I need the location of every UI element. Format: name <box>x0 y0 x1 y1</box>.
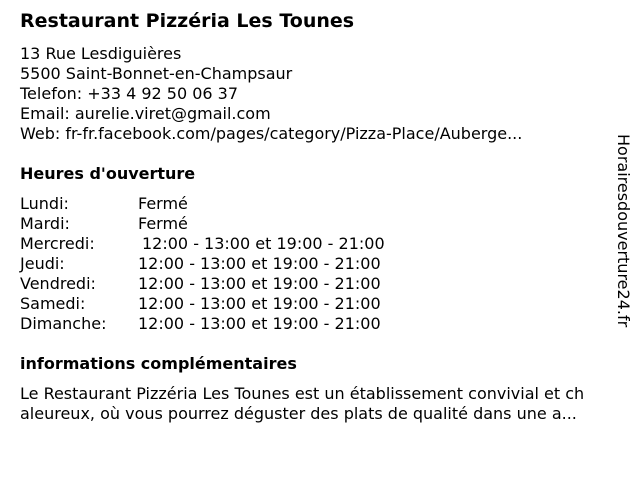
info-text <box>20 384 630 424</box>
info-line-1: Le Restaurant Pizzéria Les Tounes est un établissement convivial et ch <box>20 384 585 403</box>
day-hours: Fermé <box>138 214 188 233</box>
day-label: Dimanche: <box>20 314 107 333</box>
day-label: Mardi: <box>20 214 70 233</box>
day-hours: 12:00 - 13:00 et 19:00 - 21:00 <box>138 314 381 333</box>
contact-block <box>20 44 522 144</box>
day-hours: 12:00 - 13:00 et 19:00 - 21:00 <box>138 274 381 293</box>
site-watermark: Horairesdouverture24.fr <box>614 134 633 328</box>
day-hours: Fermé <box>138 194 188 213</box>
day-hours: 12:00 - 13:00 et 19:00 - 21:00 <box>138 254 381 273</box>
day-label: Vendredi: <box>20 274 96 293</box>
day-label: Samedi: <box>20 294 86 313</box>
day-hours: 12:00 - 13:00 et 19:00 - 21:00 <box>142 234 385 253</box>
restaurant-title: Restaurant Pizzéria Les Tounes <box>20 10 355 32</box>
day-hours: 12:00 - 13:00 et 19:00 - 21:00 <box>138 294 381 313</box>
day-label: Jeudi: <box>20 254 65 273</box>
phone-line: Telefon: +33 4 92 50 06 37 <box>20 84 239 103</box>
info-heading: informations complémentaires <box>20 354 297 373</box>
address-line-1: 13 Rue Lesdiguières <box>20 44 182 63</box>
email-line: Email: aurelie.viret@gmail.com <box>20 104 271 123</box>
web-line: Web: fr-fr.facebook.com/pages/category/Pizza-Place/Auberge... <box>20 124 523 143</box>
day-label: Lundi: <box>20 194 69 213</box>
day-label: Mercredi: <box>20 234 95 253</box>
address-line-2: 5500 Saint-Bonnet-en-Champsaur <box>20 64 293 83</box>
hours-heading: Heures d'ouverture <box>20 164 196 183</box>
info-line-2: aleureux, où vous pourrez déguster des plats de qualité dans une a... <box>20 404 577 423</box>
